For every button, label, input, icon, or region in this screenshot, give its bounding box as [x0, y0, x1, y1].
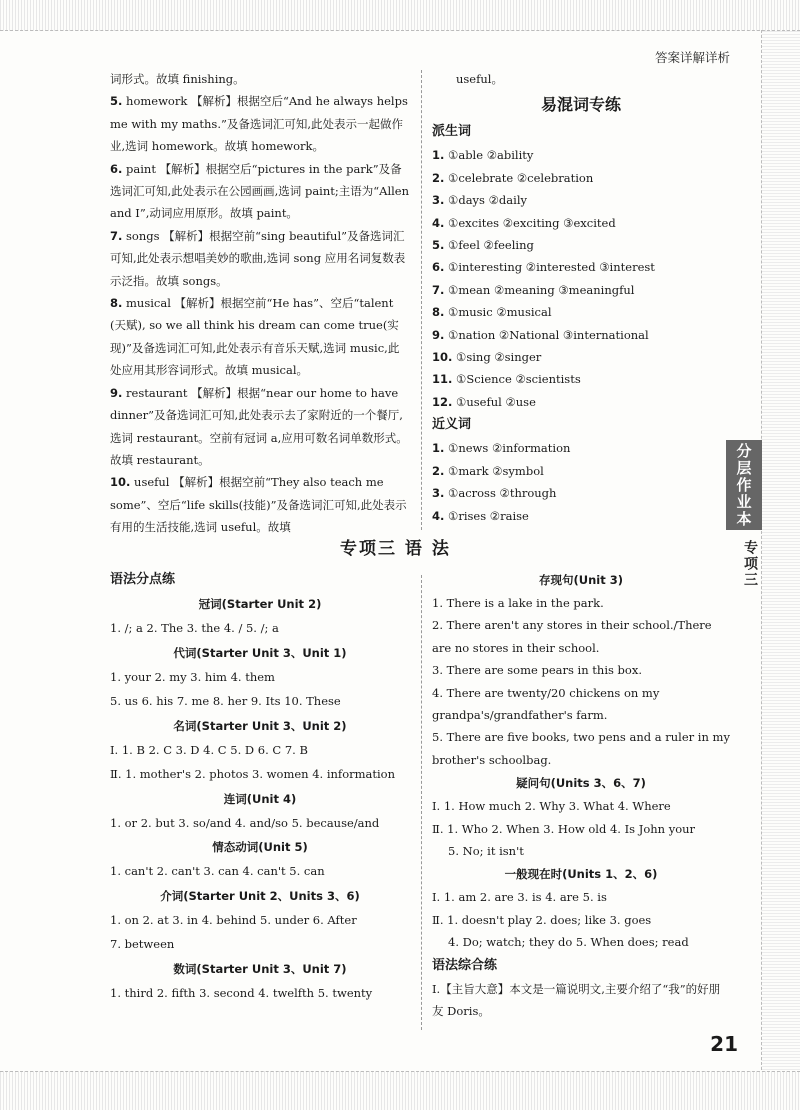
- answer-paragraph: 词形式。故填 finishing。: [110, 72, 245, 86]
- left-bottom-column: [110, 568, 410, 1005]
- answer-line: Ⅱ. 1. Who 2. When 3. How old 4. Is John your: [432, 821, 696, 836]
- list-item: 4. ①excites ②exciting ③excited: [432, 215, 616, 230]
- group-title: 情态动词(Unit 5): [212, 840, 308, 854]
- summary-paragraph: Ⅰ.【主旨大意】本文是一篇说明文,主要介绍了“我”的好朋友 Doris。: [432, 981, 721, 1019]
- list-item: 3. ①days ②daily: [432, 193, 527, 208]
- answer-line: Ⅰ. 1. B 2. C 3. D 4. C 5. D 6. C 7. B: [110, 742, 308, 757]
- running-header: 答案详解详析: [654, 50, 730, 65]
- answer-line: 3. There are some pears in this box.: [432, 663, 642, 678]
- group-title: 一般现在时(Units 1、2、6): [504, 867, 658, 882]
- answer-paragraph: 8. musical 【解析】根据空前“He has”、空后“talent (天赋), so we all think his dream can come true(实现)”及备选词汇可知,此处表示有音乐天赋,选词 music,此处应用其形容词形式。故填 musical。: [110, 296, 400, 378]
- column-divider-bottom: [421, 575, 422, 1030]
- list-item: 10. ①sing ②singer: [432, 350, 542, 365]
- answer-paragraph: 10. useful 【解析】根据空前“They also teach me some”、空后“life skills(技能)”及备选词汇可知,此处表示有用的生活技能,选词 useful。故填: [110, 475, 407, 535]
- answer-line: 5. No; it isn't: [448, 844, 524, 859]
- answer-line: 4. Do; watch; they do 5. When does; read: [448, 935, 689, 950]
- section-title-confusing-words: 易混词专练: [540, 95, 621, 115]
- list-item: 9. ①nation ②National ③international: [432, 327, 649, 342]
- group-title: 数词(Starter Unit 3、Unit 7): [173, 961, 347, 976]
- group-title: 存现句(Unit 3): [539, 573, 623, 587]
- list-item: 12. ①useful ②use: [432, 394, 536, 409]
- answer-line: 1. on 2. at 3. in 4. behind 5. under 6. After: [110, 912, 357, 927]
- answer-paragraph: 5. homework 【解析】根据空后“And he always helps me with my maths.”及备选词汇可知,此处表示一起做作业,选词 homework。故填 homework。: [110, 94, 408, 154]
- answer-line: 7. between: [110, 937, 175, 951]
- group-title: 冠词(Starter Unit 2): [198, 597, 322, 611]
- list-item: 3. ①across ②through: [432, 486, 557, 501]
- answer-line: 1. /; a 2. The 3. the 4. / 5. /; a: [110, 621, 279, 635]
- right-border-pattern: [761, 30, 800, 1070]
- synonyms-list: [432, 437, 730, 527]
- list-item: 5. ①feel ②feeling: [432, 238, 534, 253]
- synonyms-heading: 近义词: [432, 417, 472, 433]
- section-title-grammar: 专项三 语 法: [340, 539, 451, 559]
- answer-line: 4. There are twenty/20 chickens on my grandpa's/grandfather's farm.: [432, 685, 660, 723]
- list-item: 1. ①news ②information: [432, 441, 571, 456]
- group-title: 代词(Starter Unit 3、Unit 1): [173, 645, 347, 660]
- answer-line: 5. us 6. his 7. me 8. her 9. Its 10. These: [110, 694, 341, 708]
- page-number: 21: [710, 1032, 738, 1056]
- list-item: 7. ①mean ②meaning ③meaningful: [432, 282, 635, 297]
- group-title: 名词(Starter Unit 3、Unit 2): [173, 718, 347, 733]
- left-top-column: [110, 68, 410, 539]
- derived-words-list: [432, 144, 730, 413]
- answer-paragraph: 7. songs 【解析】根据空前“sing beautiful”及备选词汇可知,此处表示想唱美妙的歌曲,选词 song 应用名词复数表示泛指。故填 songs。: [110, 228, 406, 288]
- answer-paragraph: 6. paint 【解析】根据空后“pictures in the park”及备选词汇可知,此处表示在公园画画,选词 paint;主语为“Allen and I”,动词应用原形。故填 paint。: [110, 161, 410, 221]
- bottom-border-pattern: [0, 1071, 800, 1110]
- answer-line: 1. or 2. but 3. so/and 4. and/so 5. because/and: [110, 815, 380, 830]
- answer-line: 5. There are five books, two pens and a ruler in my brother's schoolbag.: [432, 730, 730, 767]
- derived-words-heading: 派生词: [432, 124, 472, 140]
- list-item: 6. ①interesting ②interested ③interest: [432, 260, 655, 275]
- answer-paragraph: 9. restaurant 【解析】根据“near our home to have dinner”及备选词汇可知,此处表示去了家附近的一个餐厅,选词 restaurant。空前有冠词 a,应用可数名词单数形式。故填 restaurant。: [110, 385, 408, 467]
- group-title: 介词(Starter Unit 2、Units 3、6): [160, 888, 360, 903]
- side-tab-section: 专项三: [742, 540, 758, 588]
- list-item: 2. ①celebrate ②celebration: [432, 170, 594, 185]
- list-item: 4. ①rises ②raise: [432, 508, 529, 523]
- answer-line: 2. There aren't any stores in their school./There are no stores in their school.: [432, 618, 712, 655]
- column-divider-top: [421, 70, 422, 530]
- answer-line: Ⅰ. 1. How much 2. Why 3. What 4. Where: [432, 799, 671, 814]
- right-bottom-column: [432, 568, 730, 1023]
- right-top-column: [432, 68, 730, 527]
- answer-line: 1. can't 2. can't 3. can 4. can't 5. can: [110, 864, 325, 878]
- answer-line: Ⅱ. 1. doesn't play 2. does; like 3. goes: [432, 912, 652, 927]
- answer-line: 1. There is a lake in the park.: [432, 596, 604, 610]
- grammar-comprehensive-heading: 语法综合练: [432, 957, 498, 973]
- grammar-points-heading: 语法分点练: [110, 572, 176, 587]
- list-item: 11. ①Science ②scientists: [432, 372, 581, 387]
- list-item: 1. ①able ②ability: [432, 148, 534, 163]
- answer-line: 1. your 2. my 3. him 4. them: [110, 669, 275, 684]
- top-border-pattern: [0, 0, 800, 31]
- group-title: 连词(Unit 4): [223, 791, 297, 806]
- list-item: 8. ①music ②musical: [432, 305, 552, 320]
- answer-line: 1. third 2. fifth 3. second 4. twelfth 5. twenty: [110, 985, 373, 1000]
- side-tab-book: 分层作业本: [726, 440, 762, 530]
- list-item: 2. ①mark ②symbol: [432, 463, 544, 478]
- answer-line: Ⅱ. 1. mother's 2. photos 3. women 4. information: [110, 767, 396, 781]
- continued-text: useful。: [456, 72, 503, 86]
- answer-line: Ⅰ. 1. am 2. are 3. is 4. are 5. is: [432, 890, 607, 905]
- group-title: 疑问句(Units 3、6、7): [516, 776, 646, 791]
